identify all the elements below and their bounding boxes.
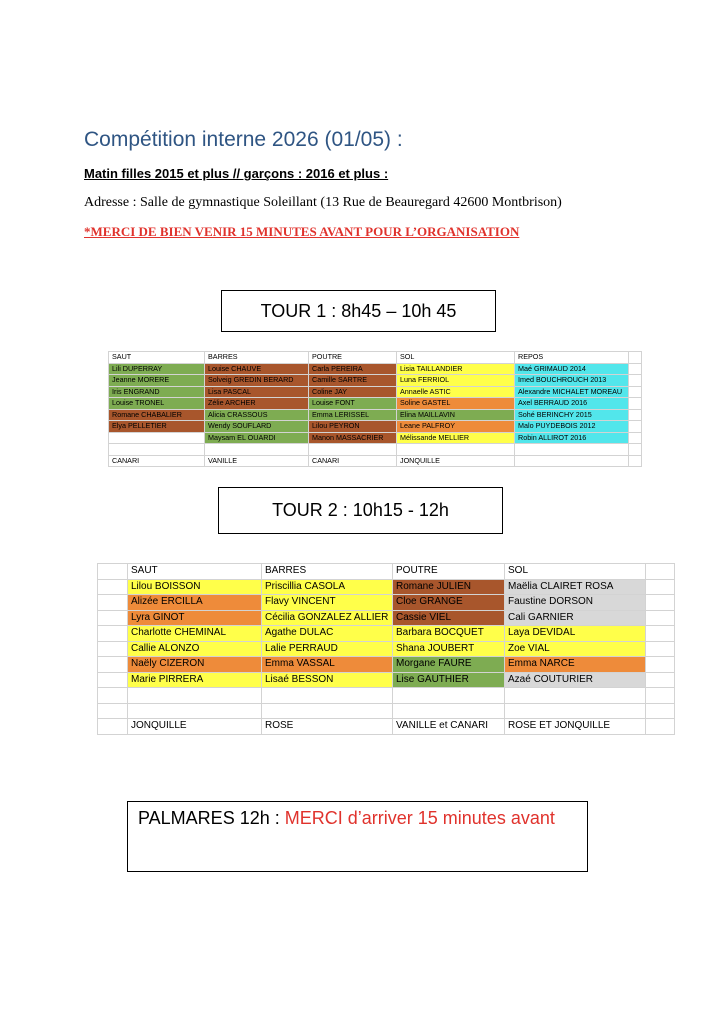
table-cell [393,703,505,719]
table-row [109,363,642,375]
table-row [98,672,675,688]
table-cell: Faustine DORSON [505,595,646,611]
spacer-cell [646,641,675,657]
table-cell: Wendy SOUFLARD [205,421,309,433]
table-cell: Cécilia GONZALEZ ALLIER [262,610,393,626]
spacer-cell [98,719,128,735]
column-header: SOL [505,564,646,580]
table-cell: Imed BOUCHROUCH 2013 [515,375,629,387]
spacer-cell [646,595,675,611]
table-row [98,641,675,657]
table-cell: Malo PUYDEBOIS 2012 [515,421,629,433]
table-cell [397,444,515,456]
column-header: POUTRE [393,564,505,580]
table-cell: Louise CHAUVE [205,363,309,375]
table-cell: Leane PALFROY [397,421,515,433]
table-cell: Sohé BERINCHY 2015 [515,409,629,421]
table-cell [109,444,205,456]
spacer-cell [646,564,675,580]
column-header: BARRES [262,564,393,580]
table-cell: Robin ALLIROT 2016 [515,432,629,444]
table-cell: Romane JULIEN [393,579,505,595]
table-cell [262,703,393,719]
tour1-label-box [221,290,496,332]
spacer-cell [629,386,642,398]
table-cell: Laya DEVIDAL [505,626,646,642]
table-cell: Solveig GREDIN BERARD [205,375,309,387]
spacer-cell [629,352,642,364]
table-cell: Lise GAUTHIER [393,672,505,688]
table-row [98,626,675,642]
table-cell: Carla PEREIRA [309,363,397,375]
palmares-message: MERCI d’arriver 15 minutes avant [284,808,555,828]
table-cell: Coline JAY [309,386,397,398]
table-cell: Zélie ARCHER [205,398,309,410]
table-cell: Naëly CIZERON [128,657,262,673]
table-cell: Louise TRONEL [109,398,205,410]
spacer-cell [629,444,642,456]
table-cell: Romane CHABALIER [109,409,205,421]
group-label: ROSE [262,719,393,735]
group-label: VANILLE et CANARI [393,719,505,735]
table-row [109,409,642,421]
tour2-table [97,563,675,735]
spacer-cell [98,703,128,719]
table-cell: Emma NARCE [505,657,646,673]
table-cell [393,688,505,704]
spacer-cell [646,657,675,673]
table-cell [262,688,393,704]
table-cell: Flavy VINCENT [262,595,393,611]
table-cell: Maysam EL OUARDI [205,432,309,444]
spacer-cell [629,421,642,433]
spacer-cell [98,672,128,688]
table-row [98,657,675,673]
subtitle: Matin filles 2015 et plus // garçons : 2016 et plus : [84,166,389,181]
spacer-cell [98,626,128,642]
spacer-cell [646,688,675,704]
table-cell [109,432,205,444]
group-label: CANARI [109,455,205,467]
table-cell: Marie PIRRERA [128,672,262,688]
group-label: JONQUILLE [128,719,262,735]
spacer-cell [646,610,675,626]
table-cell: Jeanne MORERE [109,375,205,387]
table-cell [205,444,309,456]
table-row [109,421,642,433]
table-cell: Elya PELLETIER [109,421,205,433]
table-cell [505,688,646,704]
table-cell: Maé GRIMAUD 2014 [515,363,629,375]
palmares-box [127,801,588,872]
table-cell: Charlotte CHEMINAL [128,626,262,642]
table-header-row [98,564,675,580]
group-label: ROSE ET JONQUILLE [505,719,646,735]
table-cell [309,444,397,456]
table-row [109,375,642,387]
table-cell: Shana JOUBERT [393,641,505,657]
table-cell: Axel BERRAUD 2016 [515,398,629,410]
spacer-cell [98,688,128,704]
table-row [98,610,675,626]
table-cell: Lilou BOISSON [128,579,262,595]
table-cell: Alexandre MICHALET MOREAU [515,386,629,398]
table-cell: Elina MAILLAVIN [397,409,515,421]
table-cell: Luna FERRIOL [397,375,515,387]
spacer-cell [629,455,642,467]
table-cell: Soline GASTEL [397,398,515,410]
table-cell: Mélissande MELLIER [397,432,515,444]
spacer-cell [629,363,642,375]
spacer-cell [98,657,128,673]
table-row [109,386,642,398]
address: Adresse : Salle de gymnastique Soleillant (13 Rue de Beauregard 42600 Montbrison) [84,195,562,210]
table-cell: Emma VASSAL [262,657,393,673]
palmares-label: PALMARES 12h : [138,808,280,828]
column-header: POUTRE [309,352,397,364]
column-header: SAUT [128,564,262,580]
table-cell: Lili DUPERRAY [109,363,205,375]
table-cell: Emma LERISSEL [309,409,397,421]
group-label: VANILLE [205,455,309,467]
table-cell: Azaé COUTURIER [505,672,646,688]
tour1-label: TOUR 1 : 8h45 – 10h 45 [260,300,457,321]
table-cell [128,688,262,704]
table-cell: Manon MASSACRIER [309,432,397,444]
page-title: Compétition interne 2026 (01/05) : [84,128,403,151]
table-row [98,579,675,595]
table-cell: Alicia CRASSOUS [205,409,309,421]
table-row [98,688,675,704]
table-cell: Iris ENGRAND [109,386,205,398]
table-cell: Lalie PERRAUD [262,641,393,657]
column-header: REPOS [515,352,629,364]
table-row [98,703,675,719]
table-footer-row [98,719,675,735]
table-cell: Lisia TAILLANDIER [397,363,515,375]
spacer-cell [98,641,128,657]
table-cell: Barbara BOCQUET [393,626,505,642]
tour2-label: TOUR 2 : 10h15 - 12h [272,500,449,520]
table-cell: Annaelle ASTIC [397,386,515,398]
table-cell: Louise FONT [309,398,397,410]
table-row [109,398,642,410]
table-cell: Agathe DULAC [262,626,393,642]
column-header: BARRES [205,352,309,364]
spacer-cell [629,409,642,421]
spacer-cell [646,626,675,642]
table-cell [515,444,629,456]
table-cell: Priscillia CASOLA [262,579,393,595]
spacer-cell [629,398,642,410]
table-cell: Lyra GINOT [128,610,262,626]
spacer-cell [98,595,128,611]
table-cell: Cassie VIEL [393,610,505,626]
spacer-cell [629,375,642,387]
table-row [98,595,675,611]
table-row [109,444,642,456]
spacer-cell [646,672,675,688]
tour2-label-box [218,487,503,534]
column-header: SOL [397,352,515,364]
table-cell: Alizée ERCILLA [128,595,262,611]
group-label [515,455,629,467]
table-cell: Lilou PEYRON [309,421,397,433]
table-cell [505,703,646,719]
spacer-cell [629,432,642,444]
spacer-cell [646,719,675,735]
tour1-table [108,351,642,467]
spacer-cell [98,564,128,580]
table-cell: Maëlia CLAIRET ROSA [505,579,646,595]
table-cell: Lisaé BESSON [262,672,393,688]
table-row [109,432,642,444]
group-label: JONQUILLE [397,455,515,467]
table-footer-row [109,455,642,467]
table-cell [128,703,262,719]
table-cell: Morgane FAURE [393,657,505,673]
spacer-cell [646,703,675,719]
table-cell: Callie ALONZO [128,641,262,657]
group-label: CANARI [309,455,397,467]
spacer-cell [98,610,128,626]
table-cell: Camille SARTRE [309,375,397,387]
table-cell: Lisa PASCAL [205,386,309,398]
column-header: SAUT [109,352,205,364]
spacer-cell [646,579,675,595]
table-cell: Zoe VIAL [505,641,646,657]
table-header-row [109,352,642,364]
table-cell: Cloe GRANGE [393,595,505,611]
warning-notice: *MERCI DE BIEN VENIR 15 MINUTES AVANT POUR L’ORGANISATION [84,224,520,239]
spacer-cell [98,579,128,595]
table-cell: Cali GARNIER [505,610,646,626]
